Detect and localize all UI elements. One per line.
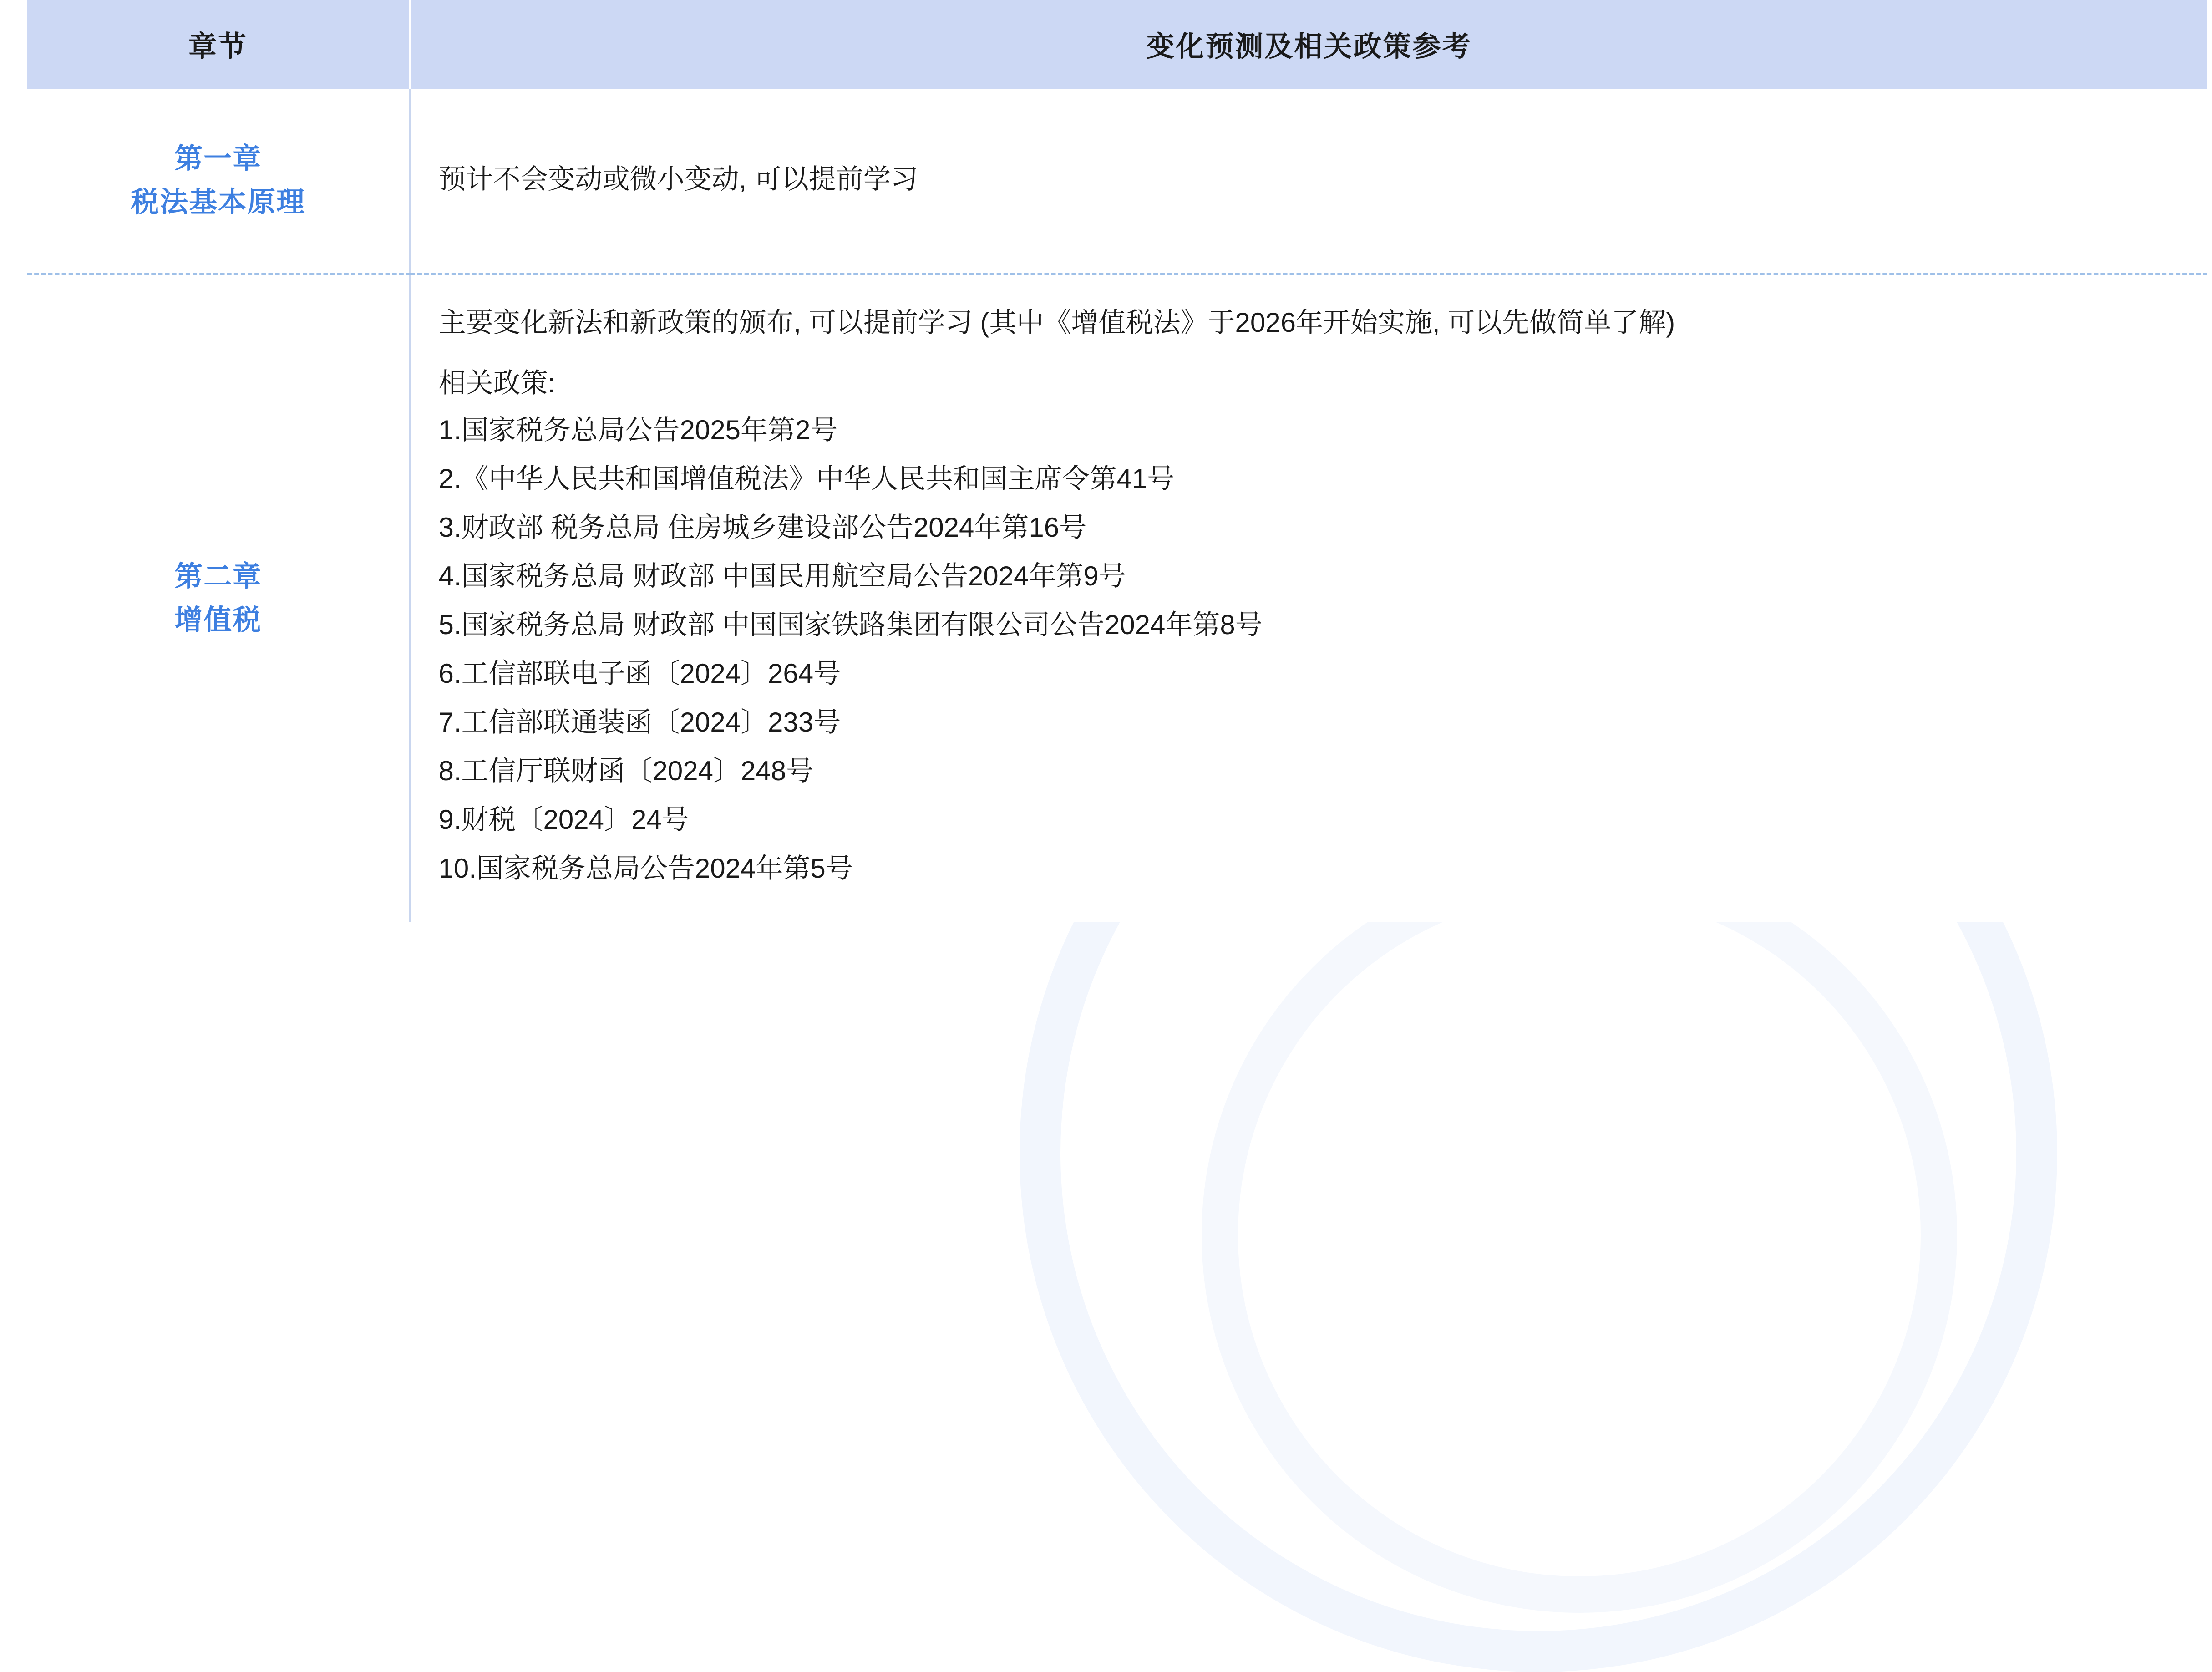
table-body — [27, 89, 2207, 922]
list-item: 8.工信厅联财函〔2024〕248号 — [438, 755, 814, 786]
list-item: 9.财税〔2024〕24号 — [438, 804, 689, 835]
content-cell-1 — [410, 89, 2207, 274]
list-item: 7.工信部联通装函〔2024〕233号 — [438, 706, 841, 737]
table-header-row — [27, 0, 2207, 89]
list-item: 1.国家税务总局公告2025年第2号 — [438, 414, 838, 445]
chapter2-forecast-text: 主要变化新法和新政策的颁布, 可以提前学习 (其中《增值税法》于2026年开始实施, 可以先做简单了解) — [438, 307, 1675, 338]
chapter-title-line1: 第二章 — [174, 560, 262, 592]
chapter-title-line2: 增值税 — [174, 604, 262, 636]
chapter1-forecast-text: 预计不会变动或微小变动, 可以提前学习 — [438, 163, 918, 194]
table-row — [27, 275, 2207, 922]
table-header — [27, 0, 2207, 89]
list-item: 2.《中华人民共和国增值税法》中华人民共和国主席令第41号 — [438, 463, 1175, 494]
header-chapter: 章节 — [27, 0, 410, 89]
chapter-title-line2: 税法基本原理 — [131, 187, 306, 218]
chapter-cell-1 — [27, 89, 410, 274]
chapter-cell-2 — [27, 275, 410, 922]
policy-list-label: 相关政策: — [438, 367, 556, 398]
content-cell-2 — [410, 275, 2207, 922]
list-item: 3.财政部 税务总局 住房城乡建设部公告2024年第16号 — [438, 512, 1087, 543]
list-item: 6.工信部联电子函〔2024〕264号 — [438, 658, 841, 689]
background-arc-decoration-inner — [1202, 857, 1957, 1613]
list-item: 10.国家税务总局公告2024年第5号 — [438, 853, 853, 884]
list-item: 4.国家税务总局 财政部 中国民用航空局公告2024年第9号 — [438, 560, 1126, 591]
policy-list — [439, 412, 2181, 887]
chapter-title-line1: 第一章 — [174, 142, 262, 174]
table-row — [27, 89, 2207, 274]
list-item: 5.国家税务总局 财政部 中国国家铁路集团有限公司公告2024年第8号 — [438, 609, 1263, 640]
tax-change-table — [27, 0, 2207, 922]
header-content: 变化预测及相关政策参考 — [410, 0, 2207, 89]
